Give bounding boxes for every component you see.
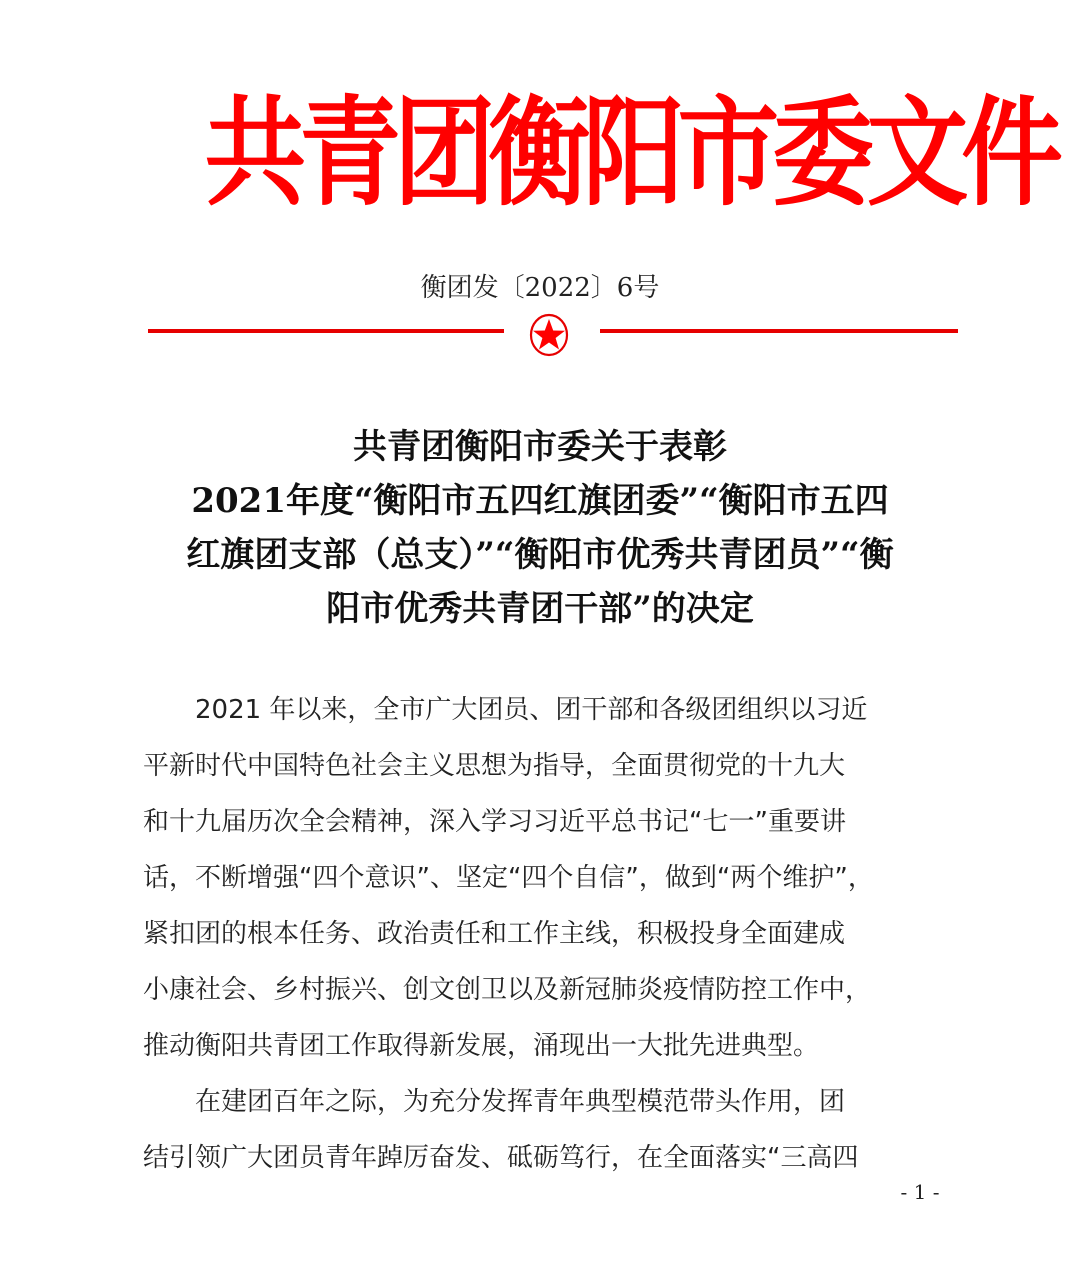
body-line: 2021 年以来，全市广大团员、团干部和各级团组织以习近	[195, 695, 868, 725]
red-rule-left	[148, 329, 504, 333]
body-line: 小康社会、乡村振兴、创文创卫以及新冠肺炎疫情防控工作中，	[143, 975, 872, 1005]
title-line: 2021年度“衡阳市五四红旗团委”“衡阳市五四	[191, 481, 889, 521]
title-line: 共青团衡阳市委关于表彰	[353, 427, 727, 467]
body-line: 和十九届历次全会精神，深入学习习近平总书记“七一”重要讲	[143, 807, 846, 837]
masthead-title: 共青团衡阳市委文件	[204, 83, 1057, 222]
body-line: 在建团百年之际，为充分发挥青年典型模范带头作用，团	[195, 1087, 846, 1117]
document-number: 衡团发〔2022〕6号	[420, 273, 660, 303]
red-rule-right	[600, 329, 958, 333]
body-line: 话，不断增强“四个意识”、坚定“四个自信”，做到“两个维护”，	[143, 863, 874, 893]
red-star-emblem-icon	[529, 313, 569, 357]
body-line: 平新时代中国特色社会主义思想为指导，全面贯彻党的十九大	[143, 751, 846, 781]
page-number: - 1 -	[900, 1180, 940, 1204]
document-title	[130, 420, 950, 636]
title-line: 阳市优秀共青团干部”的决定	[326, 589, 754, 629]
body-line: 推动衡阳共青团工作取得新发展，涌现出一大批先进典型。	[143, 1031, 820, 1061]
title-line: 红旗团支部（总支）”“衡阳市优秀共青团员”“衡	[186, 535, 894, 575]
body-line: 紧扣团的根本任务、政治责任和工作主线，积极投身全面建成	[143, 919, 846, 949]
body-line: 结引领广大团员青年踔厉奋发、砥砺笃行，在全面落实“三高四	[143, 1143, 859, 1173]
document-body	[143, 682, 943, 1186]
